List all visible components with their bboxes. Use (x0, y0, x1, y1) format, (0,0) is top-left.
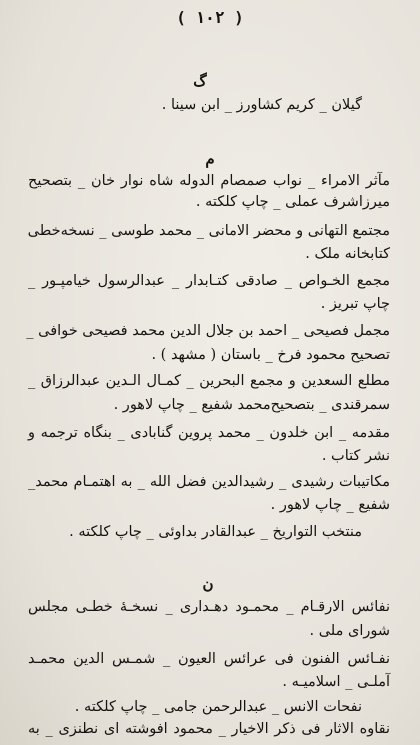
bibliography-entry: مجمل فصیحی _ احمد بن جلال الدین محمد فصیحی خوافی _ (26, 323, 390, 339)
bibliography-entry: مکاتیبات رشیدی _ رشیدالدین فضل الله _ به اهتمـام محمد_ (28, 474, 390, 490)
bibliography-entry: نفحات الانس _ عبدالرحمن جامی _ چاپ کلکته . (74, 699, 362, 715)
section-letter-mim: م (205, 150, 215, 168)
bibliography-entry: مجمع الخـواص _ صادقی کتـابدار _ عبدالرسول خیامپـور _ (28, 273, 390, 289)
bibliography-entry-cont: کتابخانه ملک . (305, 246, 390, 262)
bibliography-entry-cont: میرزاشرف عملی _ چاپ کلکته . (195, 194, 390, 210)
bibliography-entry: مجتمع التهانی و محضر الامانی _ محمد طوسی _ نسخه‌خطی (27, 223, 390, 239)
bibliography-entry-cont: سمرقندی _ بتصحیح‌محمد شفیع _ چاپ لاهور . (113, 397, 390, 413)
bibliography-entry: نقاوه الاثار فی ذکر الاخیار _ محمود افوشته ای نطنزی _ به (28, 721, 390, 737)
section-letter-gaf: گ (193, 72, 207, 90)
page-number: ( ۱۰۲ ) (176, 8, 244, 27)
bibliography-entry: نفـائس الفنون فی عرائس العیون _ شمـس الدین محمـد (28, 651, 390, 667)
bibliography-entry: نفائس الارقـام _ محمـود دهـداری _ نسخـهٔ خطـی مجلس (28, 599, 390, 615)
bibliography-entry: گیلان _ کریم کشاورز _ ابن سینا . (161, 97, 362, 113)
bibliography-entry: منتخب التواریخ _ عبدالقادر بداو‌ئی _ چاپ کلکته . (69, 524, 362, 540)
bibliography-entry-cont: تصحیح محمود فرخ _ باستان ( مشهد ) . (151, 347, 390, 363)
bibliography-entry-cont: آملـی _ اسلامیـه . (282, 674, 390, 690)
bibliography-entry-cont: نشر کتاب . (321, 448, 390, 464)
section-letter-nun: ن (202, 575, 214, 593)
bibliography-entry-cont: شورای ملی . (309, 623, 390, 639)
bibliography-entry: مآثر الامراء _ نواب صمصام الدوله شاه نوار خان _ بتصحیح (28, 173, 390, 189)
bibliography-entry: مقدمه _ ابن خلدون _ محمد پروین گنابادی _ بنگاه ترجمه و (28, 425, 390, 441)
bibliography-entry-cont: چاپ تبریز . (320, 296, 390, 312)
bibliography-entry: مطلع السعدین و مجمع البحرین _ کمـال الـدین عبدالرزاق _ (28, 373, 390, 389)
bibliography-entry-cont: شفیع _ چاپ لاهور . (270, 497, 390, 513)
